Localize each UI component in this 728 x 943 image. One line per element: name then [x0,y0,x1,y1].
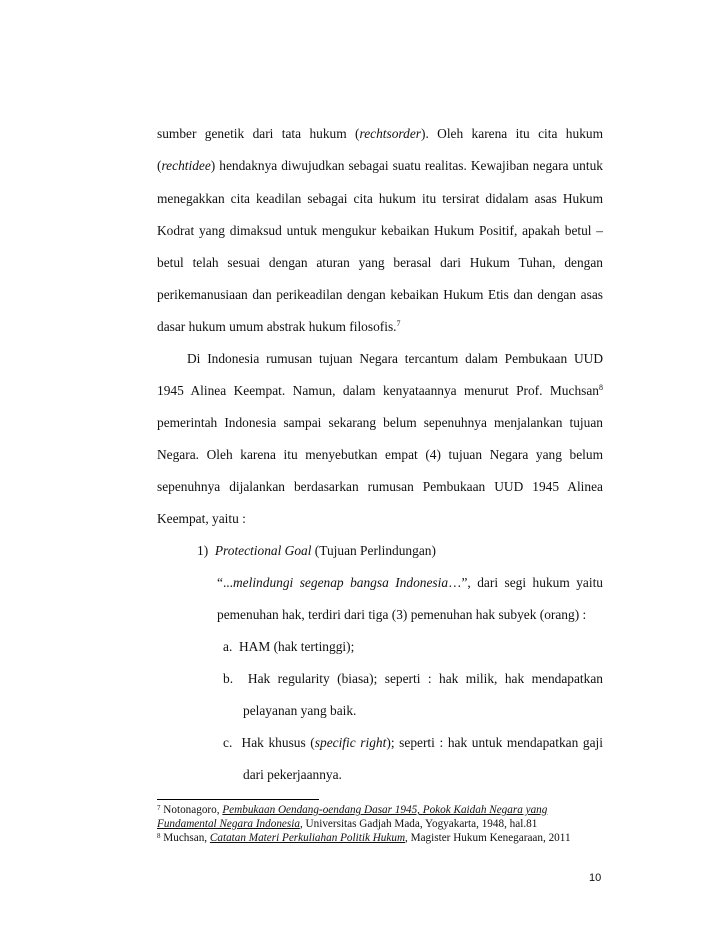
body-line: pemerintah Indonesia sampai sekarang belum sepenuhnya menjalankan tujuan [157,415,603,430]
body-line: Di Indonesia rumusan tujuan Negara tercantum dalam Pembukaan UUD [187,351,603,366]
sub-list-item-cont: pelayanan yang baik. [243,703,357,718]
body-line: Kodrat yang dimaksud untuk mengukur kebaikan Hukum Positif, apakah betul – [157,223,603,238]
body-line: sumber genetik dari tata hukum (rechtsorder). Oleh karena itu cita hukum [157,126,604,141]
list-item: 1) Protectional Goal (Tujuan Perlindungan) [197,543,436,558]
page-number: 10 [589,872,602,884]
footnote-7: $^7$ Notonagoro, Pembukaan Oendang-oendang Dasar 1945, Pokok Kaidah Negara yang [157,804,548,816]
body-line: (rechtidee) hendaknya diwujudkan sebagai suatu realitas. Kewajiban negara untuk [157,158,603,173]
sub-list-item: a. HAM (hak tertinggi); [223,639,355,654]
body-line: menegakkan cita keadilan sebagai cita hukum itu tersirat didalam asas Hukum [157,191,603,206]
footnote-7-cont: Fundamental Negara Indonesia, Universitas Gadjah Mada, Yogyakarta, 1948, hal.81 [157,818,538,830]
body-line: betul telah sesuai dengan aturan yang berasal dari Hukum Tuhan, dengan [157,255,603,270]
footnote-ref[interactable]: 8 [599,383,603,392]
quote-line: “...melindungi segenap bangsa Indonesia…”, dari segi hukum yaitu [217,575,604,590]
body-line: sepenuhnya dijalankan berdasarkan rumusan Pembukaan UUD 1945 Alinea [157,479,603,494]
sub-list-item: b. Hak regularity (biasa); seperti : hak milik, hak mendapatkan [223,671,603,686]
footnote-ref[interactable]: 7 [396,319,401,328]
footnote-8: $^8$ Muchsan, Catatan Materi Perkuliahan Politik Hukum, Magister Hukum Kenegaraan, 2011 [157,832,571,844]
footnote-separator [157,799,319,800]
sub-list-item-cont: dari pekerjaannya. [243,767,342,782]
quote-line: pemenuhan hak, terdiri dari tiga (3) pemenuhan hak subyek (orang) : [217,607,587,622]
body-line: perikemanusiaan dan perikeadilan dengan kebaikan Hukum Etis dan dengan asas [157,287,603,302]
sub-list-item: c. Hak khusus (specific right); seperti : hak untuk mendapatkan gaji [223,735,604,750]
body-line: 1945 Alinea Keempat. Namun, dalam kenyataannya menurut Prof. Muchsan$^8$ [157,383,603,398]
body-line: Keempat, yaitu : [157,511,246,526]
body-line: dasar hukum umum abstrak hukum filosofis.$^7$ [157,319,401,334]
body-line: Negara. Oleh karena itu menyebutkan empat (4) tujuan Negara yang belum [157,447,603,462]
